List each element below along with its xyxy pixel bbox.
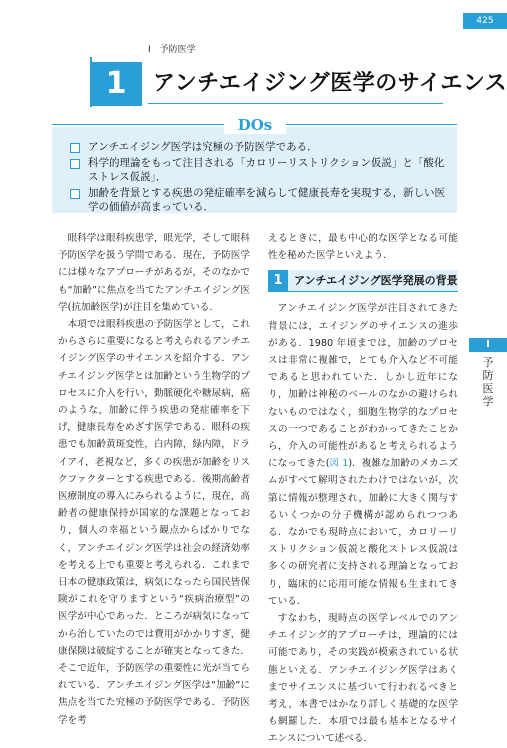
paragraph: 本項では眼科疾患の予防医学として，これからさらに重要になると考えられるアンチエイジング医学のサイエンスを紹介する．アンチエイジング医学とは加齢という生物学的プロセスに介入を行い，動脈硬化や糖尿病，癌のような，加齢に伴う疾患の発症確率を下げ，健康長寿をめざす医学である．眼科の疾患でも加齢黄斑変性，白内障，緑内障，ドライアイ，老視など，多くの疾患が加齢をリスクファクターとする疾患である．後期高齢者医療制度の導入にみられるように，現在，高齢者の健康保持が国家的な課題となっており，個人の幸福という観点からばかりでなく，アンチエイジング医学は社会の経済効率を考える上でも重要と考えられる．これまで日本の健康政策は，病気になったら国民皆保険がこれを守りますという“疾病治療型”の医学が中心であった．ところが病気になってから治していたのでは費用がかかりすぎ，健康保険は破綻することが確実となってきた．そこで近年，予防医学の重要性に光が当てられている．アンチエイジング医学は“加齢”に焦点を当てた究極の予防医学である．予防医学を考	[58, 319, 250, 726]
paragraph-text: )．複雑な加齢のメカニズムがすべて解明されたわけではないが，次第に情報が整理され，加齢に大きく関与するいくつかの分子機構が認められつつある．なかでも現時点において，カロリーリストリクション仮説と酸化ストレス仮説は多くの研究者に支持される理論となっており，臨床的に応用可能な情報も生まれてきている．	[268, 458, 459, 607]
paragraph: えるときに，最も中心的な医学となる可能性を秘めた医学といえよう．	[268, 233, 458, 262]
dos-item	[70, 186, 445, 215]
paragraph: すなわち，現時点の医学レベルでのアンチエイジング的アプローチは，理論的には可能であり，その実践が模索されている状態といえる．アンチエイジング医学はあくまでサイエンスに基づいて行われるべきと考え，本書ではかなり詳しく基礎的な医学も網羅した．本項では最も基本となるサイエンスについて述べる．	[268, 613, 458, 745]
figure-link[interactable]: 図 1	[329, 458, 349, 470]
title-rule	[148, 103, 443, 104]
section-number: 1	[268, 270, 288, 292]
checkbox-icon	[70, 159, 80, 169]
checkbox-icon	[70, 143, 80, 153]
dos-item-text: 加齢を背景とする疾患の発症確率を減らして健康長寿を実現する，新しい医学の価値が高まっている．	[88, 186, 445, 213]
dos-item	[70, 156, 445, 185]
paragraph: 眼科学は眼科疾患学，眼光学，そして眼科予防医学を扱う学問である．現在，予防医学には様々なアプローチがあるが，そのなかでも“加齢”に焦点を当てたアンチエイジング医学(抗加齢医学)が注目を集めている．	[58, 233, 250, 313]
page-number: 425	[463, 13, 507, 29]
dos-list	[70, 140, 445, 216]
section-title: アンチエイジング医学発展の背景	[288, 270, 458, 292]
dos-item	[70, 140, 445, 155]
dos-item-text: 科学的理論をもって注目される「カロリーリストリクション仮説」と「酸化ストレス仮説」．	[88, 156, 445, 183]
right-column	[268, 230, 458, 748]
side-tab-label: 予防医学	[482, 356, 494, 408]
section-tag: I 予防医学	[148, 45, 196, 55]
side-tab-number: I	[469, 338, 507, 352]
dos-title: DOs	[224, 116, 286, 134]
left-column	[58, 230, 250, 729]
paragraph	[268, 300, 458, 610]
chapter-title: アンチエイジング医学のサイエンス	[153, 71, 507, 96]
section-heading	[268, 270, 458, 292]
checkbox-icon	[70, 189, 80, 199]
paragraph-text: アンチエイジング医学が注目されてきた背景には，エイジングのサイエンスの進歩がある．1980 年頃までは，加齢のプロセスは非常に複雑で，とても介入など不可能であると思われていた．しかし近年になり，加齢は神秘のベールのなかの避けられないものではなく，細胞生物学的なプロセスの一つであることがわかってきたことから，介入の可能性があると考えられるようになってきた(	[268, 303, 458, 470]
side-tab	[469, 338, 507, 408]
dos-item-text: アンチエイジング医学は究極の予防医学である．	[88, 141, 318, 153]
chapter-number: 1	[90, 62, 142, 106]
